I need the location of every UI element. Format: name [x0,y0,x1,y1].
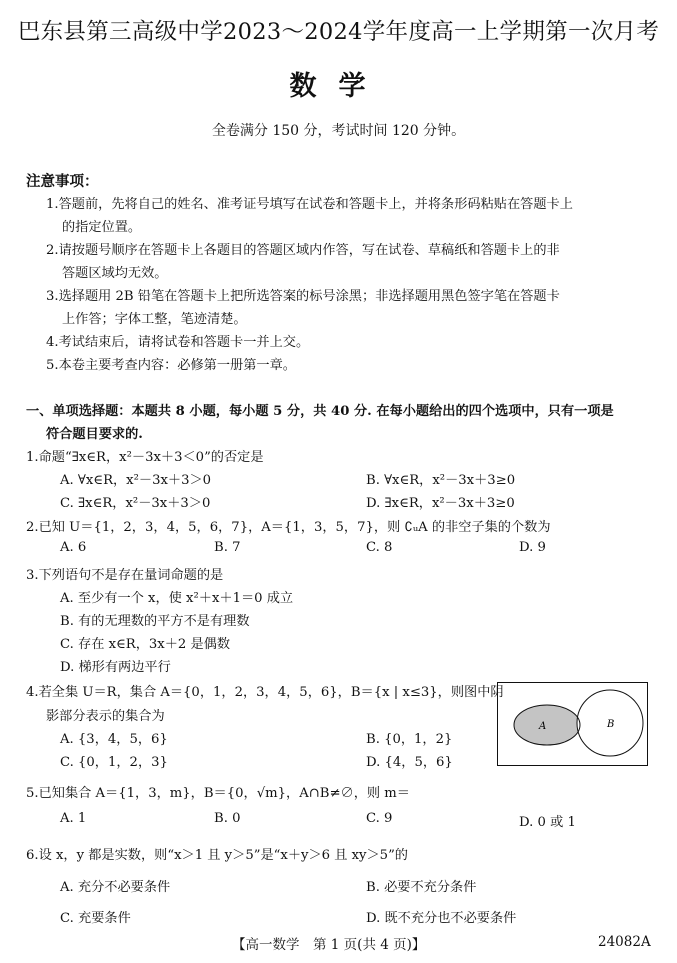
exam-title: 巴东县第三高级中学2023～2024学年度高一上学期第一次月考 [17,19,660,45]
venn-diagram [497,682,648,766]
venn-label-b: B [607,719,615,730]
q2-option-c: C. 8 [366,540,393,555]
q5-stem: 5.已知集合 A＝{1，3，m}，B＝{0，√m}，A∩B≠∅，则 m＝ [26,786,410,801]
note-line-2: 2.请按题号顺序在答题卡上各题目的答题区域内作答，写在试卷、草稿纸和答题卡上的非 [46,243,560,258]
q5-option-b: B. 0 [214,811,241,826]
q4-option-d: D. {4，5，6} [366,755,453,770]
q1-option-d: D. ∃x∈R，x²－3x＋3≥0 [366,496,515,511]
q3-option-b: B. 有的无理数的平方不是有理数 [60,614,250,629]
q2-option-b: B. 7 [214,540,241,555]
q6-option-c: C. 充要条件 [60,911,131,926]
page-footer: 【高一数学 第 1 页(共 4 页)】 [232,937,426,953]
section-heading: 一、单项选择题：本题共 8 小题，每小题 5 分，共 40 分. 在每小题给出的四个选项中，只有一项是 [26,404,614,419]
paper-code: 24082A [598,934,651,950]
q4-stem: 4.若全集 U＝R，集合 A＝{0，1，2，3，4，5，6}，B＝{x | x≤3}，则图中阴 [26,685,504,700]
q6-option-d: D. 既不充分也不必要条件 [366,911,517,926]
q6-stem: 6.设 x，y 都是实数，则“x＞1 且 y＞5”是“x＋y＞6 且 xy＞5”的 [26,848,408,863]
q4-option-a: A. {3，4，5，6} [60,732,168,747]
q4-option-b: B. {0，1，2} [366,732,453,747]
q1-stem: 1.命题“∃x∈R，x²－3x＋3＜0”的否定是 [26,450,264,465]
q3-option-d: D. 梯形有两边平行 [60,660,171,675]
q4-option-c: C. {0，1，2，3} [60,755,168,770]
q3-stem: 3.下列语句不是存在量词命题的是 [26,568,224,583]
notes-heading: 注意事项： [26,173,99,190]
section-heading-cont: 符合题目要求的. [46,427,143,442]
note-line-1-cont: 的指定位置。 [62,220,142,235]
q1-option-c: C. ∃x∈R，x²－3x＋3＞0 [60,496,211,511]
note-line-2-cont: 答题区域均无效。 [62,266,168,281]
note-line-3-cont: 上作答；字体工整，笔迹清楚。 [62,312,247,327]
note-line-5: 5.本卷主要考查内容：必修第一册第一章。 [46,358,296,373]
q2-option-a: A. 6 [60,540,87,555]
q5-option-d: D. 0 或 1 [519,815,576,830]
q2-option-d: D. 9 [519,540,546,555]
q6-option-a: A. 充分不必要条件 [60,880,171,895]
q5-option-a: A. 1 [60,811,87,826]
subject-title: 数学 [289,71,388,102]
venn-label-a: A [539,721,547,732]
q4-stem-cont: 影部分表示的集合为 [46,709,165,724]
q1-option-a: A. ∀x∈R，x²－3x＋3＞0 [60,473,212,488]
q1-option-b: B. ∀x∈R，x²－3x＋3≥0 [366,473,516,488]
note-line-4: 4.考试结束后，请将试卷和答题卡一并上交。 [46,335,310,350]
full-score-note: 全卷满分 150 分，考试时间 120 分钟。 [211,123,466,139]
q2-stem: 2.已知 U＝{1，2，3，4，5，6，7}，A＝{1，3，5，7}，则 ∁ᵤA 的非空子集的个数为 [26,520,551,535]
q3-option-a: A. 至少有一个 x，使 x²＋x＋1＝0 成立 [60,591,294,606]
note-line-1: 1.答题前，先将自己的姓名、准考证号填写在试卷和答题卡上，并将条形码粘贴在答题卡上 [46,197,573,212]
q3-option-c: C. 存在 x∈R，3x＋2 是偶数 [60,637,231,652]
q6-option-b: B. 必要不充分条件 [366,880,477,895]
q5-option-c: C. 9 [366,811,393,826]
note-line-3: 3.选择题用 2B 铅笔在答题卡上把所选答案的标号涂黑；非选择题用黑色签字笔在答题卡 [46,289,560,304]
